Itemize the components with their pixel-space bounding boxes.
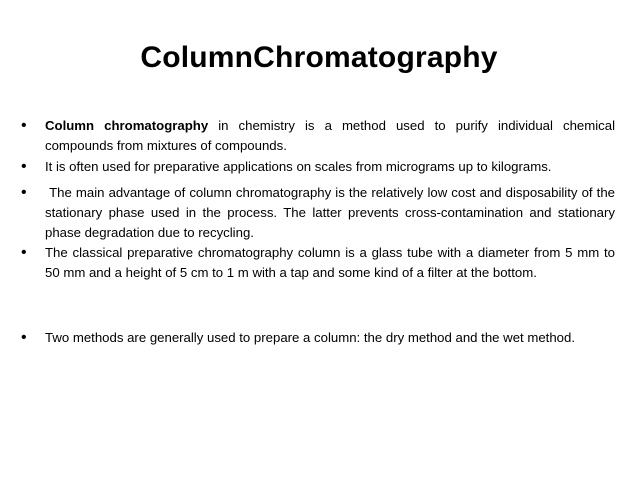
bullet-text: It is often used for preparative applications on scales from micrograms up to kilograms. (45, 159, 552, 174)
bullet-text: The main advantage of column chromatography is the relatively low cost and disposability of the stationary phase used in the process. The latter prevents cross-contamination and stationary phase degradation due to recycling. (45, 185, 619, 240)
bullet-icon: • (21, 158, 27, 175)
bullet-icon: • (21, 329, 27, 346)
bullet-text: The classical preparative chromatography column is a glass tube with a diameter from 5 mm to 50 mm and a height of 5 cm to 1 m with a tap and some kind of a filter at the bottom. (45, 245, 615, 280)
bullet-text (45, 116, 615, 156)
bullet-icon: • (21, 184, 27, 201)
bullet-icon: • (21, 244, 27, 261)
bullet-body: in chemistry is a method used to purify individual chemical compounds from mixtures of compounds. (45, 118, 616, 153)
bullet-bold-lead: Column chromatography (45, 118, 209, 133)
slide-title: ColumnChromatography (140, 41, 498, 74)
bullet-text: Two methods are generally used to prepare a column: the dry method and the wet method. (45, 330, 576, 345)
bullet-icon: • (21, 117, 27, 134)
